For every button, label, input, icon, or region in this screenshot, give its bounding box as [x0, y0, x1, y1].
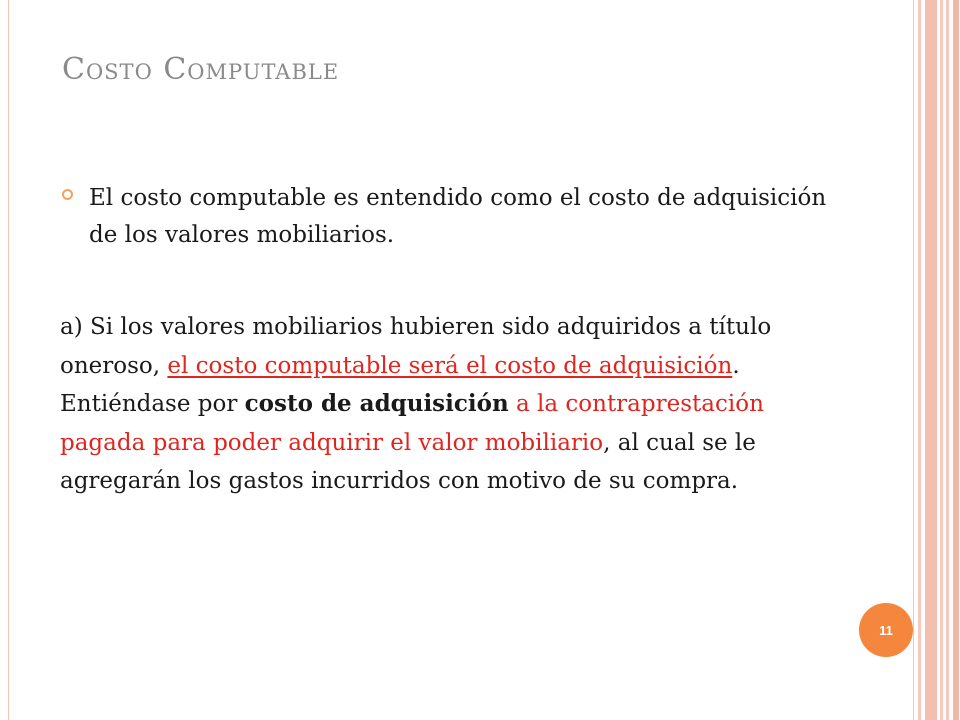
stripe — [925, 0, 937, 720]
bold-term: costo de adquisición — [244, 390, 509, 417]
decorative-stripes — [916, 0, 960, 720]
bullet-circle-icon — [62, 189, 73, 200]
highlighted-phrase: el costo computable será el costo de adquisición — [167, 352, 733, 379]
paragraph-text: . Entiéndase por — [60, 352, 740, 417]
highlighted-phrase: a la contraprestación pagada para poder adquirir el valor mobiliario — [60, 391, 764, 456]
stripe — [946, 0, 949, 720]
stripe — [918, 0, 921, 720]
paragraph-text: a) Si los valores mobiliarios hubieren sido adquiridos a título oneroso, — [60, 314, 772, 379]
body-paragraph — [60, 308, 820, 501]
stripe — [940, 0, 943, 720]
bullet-text: El costo computable es entendido como el costo de adquisición de los valores mobiliarios. — [89, 185, 827, 248]
slide-title: Costo Computable — [62, 52, 340, 87]
paragraph-text: , al cual se le agregarán los gastos incurridos con motivo de su compra. — [60, 429, 756, 494]
bullet-item — [62, 180, 842, 254]
page-number-badge: 11 — [859, 603, 913, 657]
stripe — [953, 0, 959, 720]
